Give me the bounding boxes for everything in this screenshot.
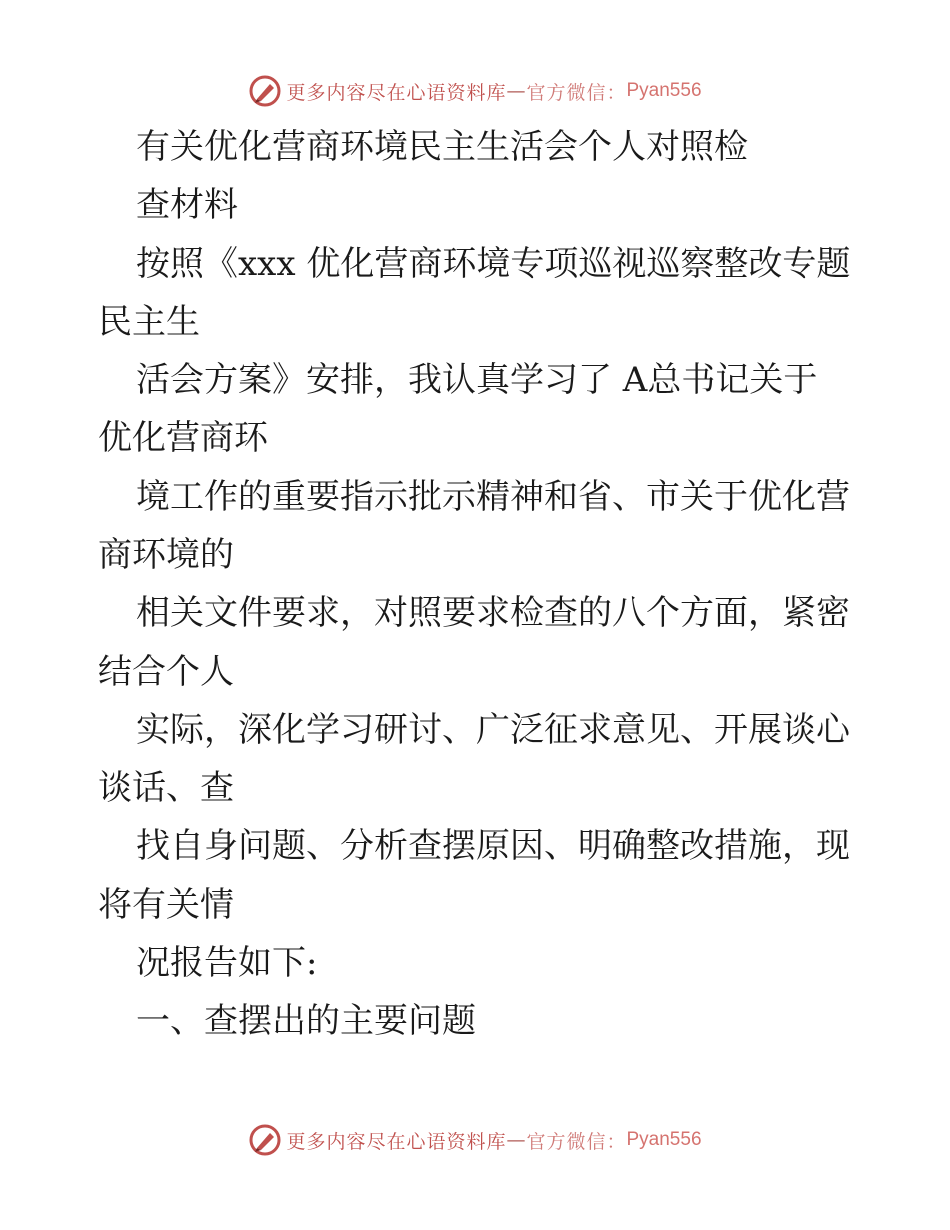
- doc-line: 找自身问题、分析查摆原因、明确整改措施，现: [136, 826, 850, 866]
- doc-line: 有关优化营商环境民主生活会个人对照检: [136, 127, 748, 167]
- doc-line: 境工作的重要指示批示精神和省、市关于优化营: [136, 477, 850, 517]
- doc-line: 谈话、查: [98, 768, 234, 808]
- doc-line: 按照《xxx 优化营商环境专项巡视巡察整改专题: [136, 244, 851, 284]
- doc-line: 查材料: [136, 185, 238, 225]
- doc-line: 结合个人: [98, 652, 234, 692]
- banner-dash: —: [506, 80, 527, 102]
- footer-banner: [0, 1120, 950, 1160]
- banner-dash: —: [506, 1129, 527, 1151]
- doc-line: 民主生: [98, 302, 200, 342]
- banner-brand-text: 更多内容尽在心语资料库: [286, 81, 507, 104]
- doc-line: 活会方案》安排，我认真学习了 A总书记关于: [136, 360, 818, 400]
- banner-wechat-label: 官方微信：: [526, 1130, 627, 1153]
- doc-line: 商环境的: [98, 535, 234, 575]
- pen-logo-icon: [248, 1123, 282, 1157]
- doc-line: 况报告如下:: [136, 943, 318, 983]
- banner-wechat-label: 官方微信：: [526, 81, 627, 104]
- banner-brand-text: 更多内容尽在心语资料库: [286, 1130, 507, 1153]
- doc-line: 将有关情: [98, 885, 234, 925]
- pen-logo-icon: [248, 74, 282, 108]
- doc-line: 优化营商环: [98, 418, 268, 458]
- banner-wechat-id: Pyan556: [626, 1129, 702, 1150]
- doc-line: 实际，深化学习研讨、广泛征求意见、开展谈心: [136, 710, 850, 750]
- doc-line: 一、查摆出的主要问题: [136, 1001, 476, 1041]
- doc-line: 相关文件要求，对照要求检查的八个方面，紧密: [136, 593, 850, 633]
- banner-wechat-id: Pyan556: [626, 80, 702, 101]
- header-banner: [0, 71, 950, 111]
